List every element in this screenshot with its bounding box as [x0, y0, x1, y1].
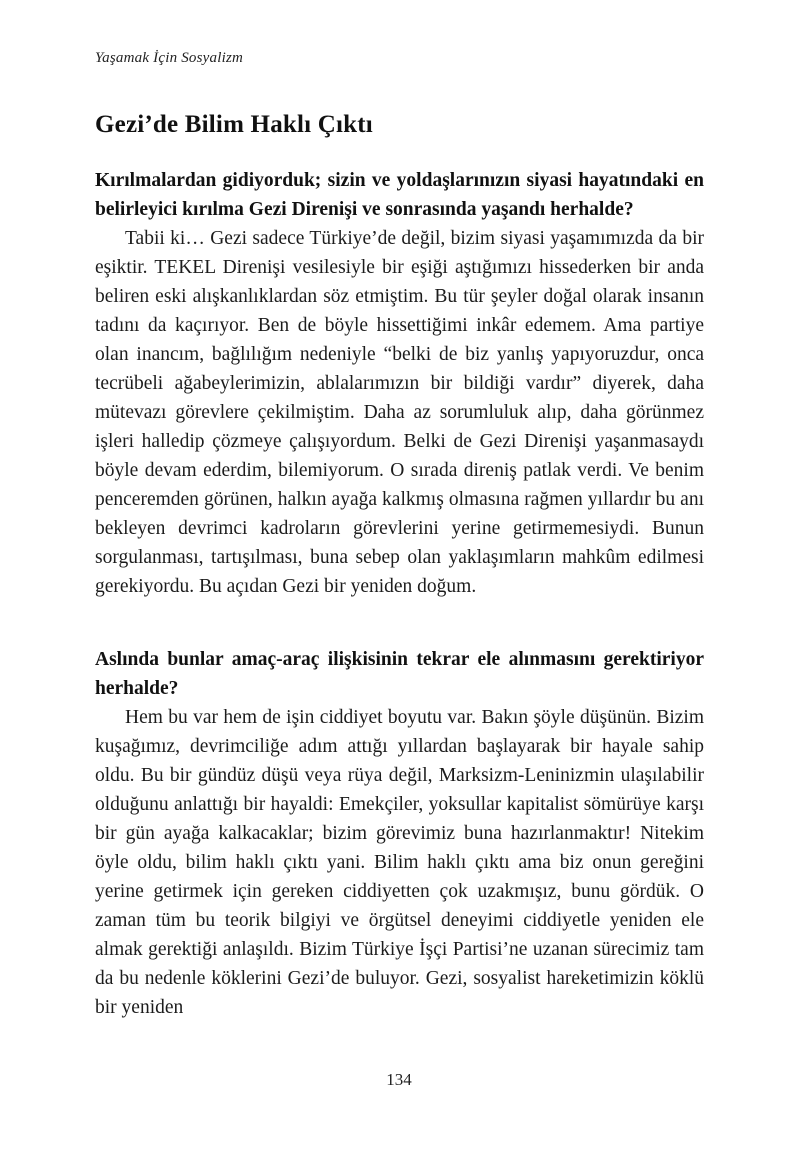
- body-text: [95, 166, 704, 1022]
- running-header: Yaşamak İçin Sosyalizm: [95, 50, 244, 66]
- page-content: [95, 50, 704, 1022]
- interview-question: Aslında bunlar amaç-araç ilişkisinin tekrar ele alınmasını gerektiriyor herhalde?: [95, 649, 704, 699]
- interview-answer: Hem bu var hem de işin ciddiyet boyutu var. Bakın şöyle düşünün. Bizim kuşağımız, devrimciliğe adım attığı yıllardan başlayarak bir hayale sahip oldu. Bu bir gündüz düşü veya rüya değil, Marksizm-Leninizmin ulaşılabilir olduğunu anlattığı bir hayaldi: Emekçiler, yoksullar kapitalist sömürüye karşı bir gün ayağa kalkacaklar; bizim görevimiz buna hazırlanmaktır! Nitekim öyle oldu, bilim haklı çıktı yani. Bilim haklı çıktı ama biz onun gereğini yerine getirmek için gereken ciddiyetten çok uzakmışız, bunu gördük. O zaman tüm bu teorik bilgiyi ve örgütsel deneyimi ciddiyetle yeniden ele almak gerektiği anlaşıldı. Bizim Türkiye İşçi Partisi’ne uzanan sürecimiz tam da bu nedenle köklerini Gezi’de buluyor. Gezi, sosyalist hareketimizin köklü bir yeniden: [95, 707, 704, 1018]
- chapter-title: Gezi’de Bilim Haklı Çıktı: [95, 111, 373, 138]
- interview-question: Kırılmalardan gidiyorduk; sizin ve yoldaşlarınızın siyasi hayatındaki en belirleyici kırılma Gezi Direnişi ve sonrasında yaşandı herhalde?: [95, 170, 704, 220]
- page-number: 134: [386, 1070, 412, 1089]
- interview-answer: Tabii ki… Gezi sadece Türkiye’de değil, bizim siyasi yaşamımızda da bir eşiktir. TEKEL Direnişi vesilesiyle bir eşiği aştığımızı hissederken bir anda beliren eski alışkanlıklardan söz etmiştim. Bu tür şeyler doğal olarak insanın tadını da kaçırıyor. Ben de böyle hissettiğimi inkâr edemem. Ama partiye olan inancım, bağlılığım nedeniyle “belki de biz yanlış yapıyoruzdur, onca tecrübeli ağabeylerimizin, ablalarımızın bir bildiği vardır” diyerek, daha mütevazı görevlere çekilmiştim. Daha az sorumluluk alıp, daha görünmez işleri halledip çözmeye çalışıyordum. Belki de Gezi Direnişi yaşanmasaydı böyle devam ederdim, bilemiyorum. O sırada direniş patlak verdi. Ve benim penceremden görünen, halkın ayağa kalkmış olmasına rağmen yıllardır bu anı bekleyen devrimci kadroların görevlerini yerine getirmemesiydi. Bunun sorgulanması, tartışılması, buna sebep olan yaklaşımların mahkûm edilmesi gerekiyordu. Bu açıdan Gezi bir yeniden doğum.: [95, 228, 704, 597]
